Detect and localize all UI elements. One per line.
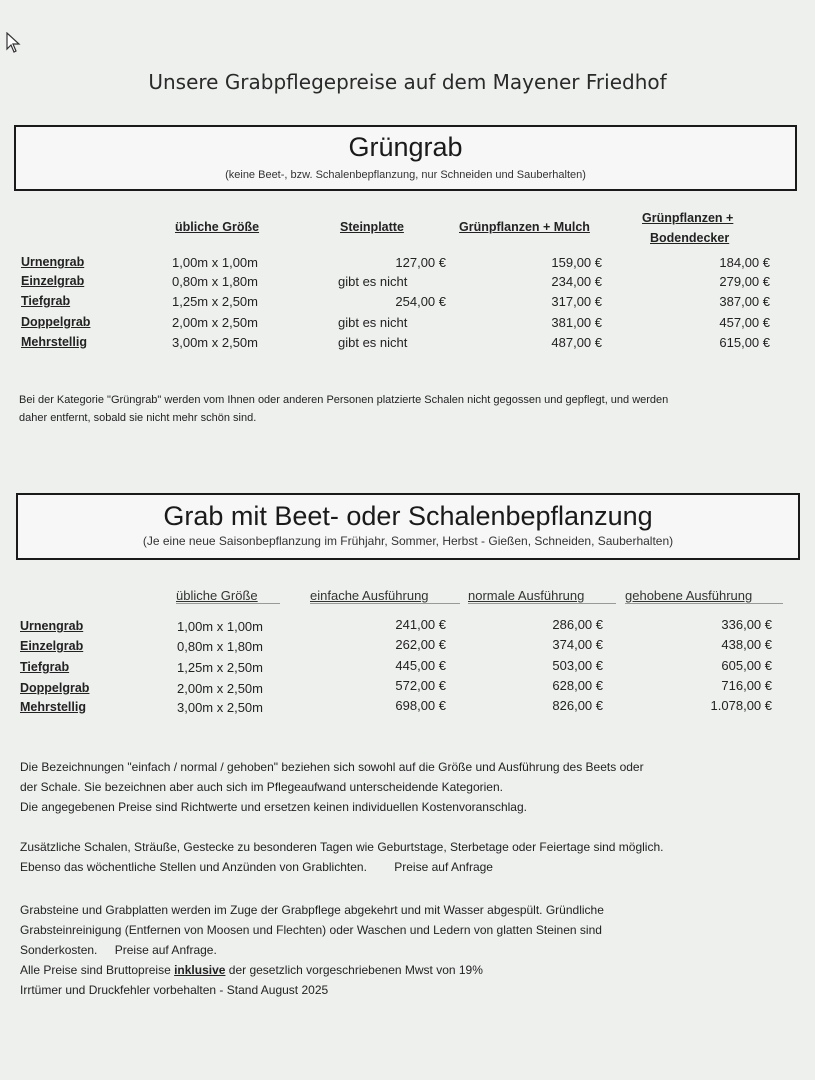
row-price-normal: 628,00 € <box>552 678 603 693</box>
header-rule <box>468 603 616 604</box>
note-line: Grabsteinreinigung (Entfernen von Moosen und Flechten) oder Waschen und Ledern von glatten Steinen sind <box>20 923 602 937</box>
row-label: Mehrstellig <box>21 335 87 349</box>
row-price-bodendecker: 387,00 € <box>719 294 770 309</box>
row-price-einfach: 445,00 € <box>395 658 446 673</box>
s1-header-mulch: Grünpflanzen + Mulch <box>459 220 590 234</box>
vat-note-post: der gesetzlich vorgeschriebenen Mwst von 19% <box>225 963 483 977</box>
row-size: 0,80m x 1,80m <box>172 274 258 289</box>
row-price-gehoben: 1.078,00 € <box>710 698 772 713</box>
header-rule <box>625 603 783 604</box>
row-label: Tiefgrab <box>20 660 70 674</box>
row-price-bodendecker: 279,00 € <box>719 274 770 289</box>
section1-title: Grüngrab <box>348 132 463 162</box>
vat-note <box>20 960 810 980</box>
row-label: Tiefgrab <box>21 294 71 308</box>
row-price-mulch: 317,00 € <box>551 294 602 309</box>
s1-header-steinplatte: Steinplatte <box>340 220 404 234</box>
row-price-mulch: 159,00 € <box>551 255 602 270</box>
section2-subtitle: (Je eine neue Saisonbepflanzung im Frühjahr, Sommer, Herbst - Gießen, Schneiden, Sauberhalten) <box>142 534 674 548</box>
price-on-request: Preise auf Anfrage <box>394 860 493 874</box>
s2-header-size: übliche Größe <box>176 588 258 603</box>
row-price-steinplatte: gibt es nicht <box>338 335 408 350</box>
s1-header-bodendecker-2: Bodendecker <box>650 231 730 245</box>
s1-header-size: übliche Größe <box>175 220 260 234</box>
row-price-einfach: 572,00 € <box>395 678 446 693</box>
row-price-mulch: 487,00 € <box>551 335 602 350</box>
row-size: 2,00m x 2,50m <box>172 315 258 330</box>
price-on-request: Preise auf Anfrage. <box>114 943 217 957</box>
row-price-bodendecker: 184,00 € <box>719 255 770 270</box>
notes-paragraph-3 <box>20 900 810 1000</box>
row-price-steinplatte: gibt es nicht <box>338 274 408 289</box>
section2-title: Grab mit Beet- oder Schalenbepflanzung <box>163 501 653 531</box>
row-price-einfach: 262,00 € <box>395 637 446 652</box>
notes-paragraph-2 <box>20 837 810 877</box>
row-price-einfach: 241,00 € <box>395 617 446 632</box>
row-size: 1,25m x 2,50m <box>172 294 258 309</box>
row-size: 1,00m x 1,00m <box>177 619 263 634</box>
s2-header-normal: normale Ausführung <box>468 588 585 603</box>
s1-header-bodendecker-1: Grünpflanzen + <box>642 211 734 225</box>
row-price-gehoben: 336,00 € <box>721 617 772 632</box>
row-label: Einzelgrab <box>21 274 85 288</box>
s2-header-gehoben: gehobene Ausführung <box>625 588 753 603</box>
row-price-einfach: 698,00 € <box>395 698 446 713</box>
vat-note-inklusive: inklusive <box>174 963 226 977</box>
disclaimer: Irrtümer und Druckfehler vorbehalten - Stand August 2025 <box>20 983 329 997</box>
note-line: daher entfernt, sobald sie nicht mehr schön sind. <box>19 412 257 424</box>
row-price-gehoben: 716,00 € <box>721 678 772 693</box>
header-rule <box>176 603 280 604</box>
row-label: Doppelgrab <box>20 681 90 695</box>
row-label: Urnengrab <box>20 619 84 633</box>
page-title: Unsere Grabpflegepreise auf dem Mayener Friedhof <box>148 70 667 94</box>
note-line: Die angegebenen Preise sind Richtwerte und ersetzen keinen individuellen Kostenvoranschlag. <box>20 800 527 814</box>
row-price-normal: 826,00 € <box>552 698 603 713</box>
row-size: 2,00m x 2,50m <box>177 681 263 696</box>
row-size: 1,00m x 1,00m <box>172 255 258 270</box>
row-price-bodendecker: 615,00 € <box>719 335 770 350</box>
vat-note-pre: Alle Preise sind Bruttopreise <box>20 963 175 977</box>
row-size: 3,00m x 2,50m <box>172 335 258 350</box>
row-price-normal: 286,00 € <box>552 617 603 632</box>
row-price-steinplatte: 127,00 € <box>395 255 446 270</box>
section1-note <box>19 391 809 427</box>
header-rule <box>310 603 460 604</box>
row-size: 0,80m x 1,80m <box>177 639 263 654</box>
note-line: Zusätzliche Schalen, Sträuße, Gestecke zu besonderen Tagen wie Geburtstage, Sterbetage oder Feiertage sind möglich. <box>20 840 664 854</box>
row-label: Mehrstellig <box>20 700 86 714</box>
section2-title-box <box>16 493 800 560</box>
note-line: Grabsteine und Grabplatten werden im Zuge der Grabpflege abgekehrt und mit Wasser abgespült. Gründliche <box>20 903 604 917</box>
s2-header-einfach: einfache Ausführung <box>310 588 429 603</box>
row-price-mulch: 381,00 € <box>551 315 602 330</box>
row-price-normal: 374,00 € <box>552 637 603 652</box>
row-price-steinplatte: 254,00 € <box>395 294 446 309</box>
note-line: Bei der Kategorie "Grüngrab" werden vom Ihnen oder anderen Personen platzierte Schalen nicht gegossen und gepflegt, und werden <box>19 394 669 406</box>
mouse-cursor-icon <box>6 32 22 54</box>
row-label: Doppelgrab <box>21 315 91 329</box>
row-price-bodendecker: 457,00 € <box>719 315 770 330</box>
note-text: Sonderkosten. <box>20 943 98 957</box>
row-size: 3,00m x 2,50m <box>177 700 263 715</box>
row-price-gehoben: 438,00 € <box>721 637 772 652</box>
section1-title-box <box>14 125 797 191</box>
row-size: 1,25m x 2,50m <box>177 660 263 675</box>
note-line <box>20 857 810 877</box>
note-text: Ebenso das wöchentliche Stellen und Anzünden von Grablichten. <box>20 860 367 874</box>
row-price-steinplatte: gibt es nicht <box>338 315 408 330</box>
row-price-normal: 503,00 € <box>552 658 603 673</box>
note-line: der Schale. Sie bezeichnen aber auch sich im Pflegeaufwand unterscheidende Kategorien. <box>20 780 503 794</box>
row-price-mulch: 234,00 € <box>551 274 602 289</box>
row-label: Urnengrab <box>21 255 85 269</box>
note-line: Die Bezeichnungen "einfach / normal / gehoben" beziehen sich sowohl auf die Größe und Ausführung des Beets oder <box>20 760 644 774</box>
section1-subtitle: (keine Beet-, bzw. Schalenbepflanzung, nur Schneiden und Sauberhalten) <box>225 169 586 181</box>
row-label: Einzelgrab <box>20 639 84 653</box>
note-line <box>20 940 810 960</box>
notes-paragraph-1 <box>20 757 810 817</box>
row-price-gehoben: 605,00 € <box>721 658 772 673</box>
